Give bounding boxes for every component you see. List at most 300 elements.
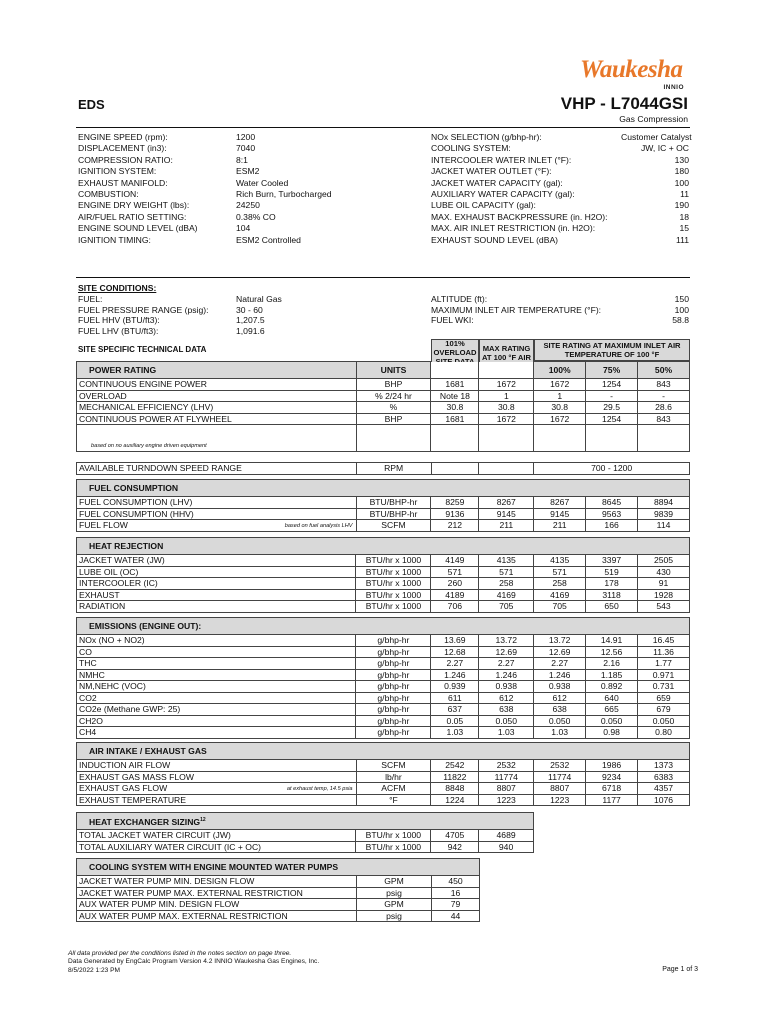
spec-label: MAX. AIR INLET RESTRICTION (in. H2O): bbox=[431, 223, 596, 234]
heat-table bbox=[76, 537, 690, 613]
spec-value: 7040 bbox=[236, 143, 256, 154]
row-label-text: EXHAUST GAS FLOW bbox=[79, 783, 168, 794]
row-value: Note 18 bbox=[431, 390, 479, 402]
turndown-table bbox=[76, 462, 690, 475]
spec-label: ENGINE SOUND LEVEL (dBA) bbox=[78, 223, 198, 234]
spec-label: JACKET WATER OUTLET (°F): bbox=[431, 166, 552, 177]
spec-value: 30 - 60 bbox=[236, 304, 263, 315]
spec-value: 100 bbox=[674, 304, 689, 315]
row-value: 4689 bbox=[479, 830, 534, 842]
row-value: 13.72 bbox=[479, 635, 534, 647]
row-label: TOTAL JACKET WATER CIRCUIT (JW) bbox=[77, 830, 356, 842]
row-label-text: EXHAUST TEMPERATURE bbox=[79, 794, 186, 805]
row-value: 2532 bbox=[479, 760, 534, 772]
row-value: 637 bbox=[431, 704, 479, 716]
row-value: 1986 bbox=[586, 760, 638, 772]
spec-row bbox=[78, 155, 418, 166]
power-rating-label: POWER RATING bbox=[77, 362, 357, 379]
spec-label: FUEL LHV (BTU/ft3): bbox=[78, 325, 159, 336]
heat-title: HEAT REJECTION bbox=[77, 538, 690, 555]
row-value: 430 bbox=[638, 566, 690, 578]
row-note: based on fuel analysis LHV bbox=[284, 523, 353, 529]
row-units: g/bhp-hr bbox=[356, 704, 431, 716]
row-label: AUX WATER PUMP MAX. EXTERNAL RESTRICTION bbox=[77, 910, 357, 922]
site-right bbox=[431, 294, 689, 326]
row-value: 1254 bbox=[586, 379, 638, 391]
row-value: 212 bbox=[431, 520, 479, 532]
spec-value: 15 bbox=[679, 223, 689, 234]
row-label: CO bbox=[77, 646, 356, 658]
row-value: 0.98 bbox=[586, 727, 638, 739]
spec-value: 104 bbox=[236, 223, 251, 234]
table-row bbox=[77, 646, 690, 658]
row-value: 705 bbox=[534, 601, 586, 613]
spec-label: IGNITION SYSTEM: bbox=[78, 166, 157, 177]
waukesha-logo bbox=[580, 54, 690, 94]
row-value: 260 bbox=[431, 578, 479, 590]
air-table bbox=[76, 742, 690, 806]
row-value: 0.050 bbox=[479, 715, 534, 727]
row-value: 12.68 bbox=[431, 646, 479, 658]
row-value: 12.56 bbox=[586, 646, 638, 658]
row-value: - bbox=[638, 390, 690, 402]
row-label: JACKET WATER (JW) bbox=[77, 555, 356, 567]
row-value: 11.36 bbox=[638, 646, 690, 658]
row-value: 450 bbox=[432, 876, 480, 888]
emissions-title: EMISSIONS (ENGINE OUT): bbox=[77, 618, 690, 635]
footer-line2: Data Generated by EngCalc Program Version 4.2 INNIO Waukesha Gas Engines, Inc. bbox=[68, 958, 320, 966]
spec-value: 8:1 bbox=[236, 154, 248, 165]
row-value: 706 bbox=[431, 601, 479, 613]
row-value: 1.246 bbox=[534, 669, 586, 681]
table-row bbox=[77, 794, 690, 806]
row-value: 2505 bbox=[638, 555, 690, 567]
spec-label: FUEL WKI: bbox=[431, 315, 474, 325]
row-label bbox=[77, 520, 357, 532]
row-value: 211 bbox=[479, 520, 534, 532]
spec-label: MAX. EXHAUST BACKPRESSURE (in. H2O): bbox=[431, 211, 608, 222]
page-number: Page 1 of 3 bbox=[662, 966, 698, 973]
row-label: CONTINUOUS ENGINE POWER bbox=[77, 379, 357, 391]
row-value: 0.938 bbox=[479, 681, 534, 693]
row-value: 1.246 bbox=[479, 669, 534, 681]
row-label: CH4 bbox=[77, 727, 356, 739]
table-row bbox=[77, 402, 690, 414]
site-left bbox=[78, 294, 418, 336]
spec-label: DISPLACEMENT (in3): bbox=[78, 143, 167, 154]
row-units: BTU/hr x 1000 bbox=[356, 566, 431, 578]
row-value: 1254 bbox=[586, 413, 638, 425]
spec-label: FUEL: bbox=[78, 294, 103, 304]
table-row bbox=[77, 379, 690, 391]
spec-value: 18 bbox=[679, 211, 689, 222]
spec-row bbox=[78, 132, 418, 143]
row-units: g/bhp-hr bbox=[356, 669, 431, 681]
table-row bbox=[77, 601, 690, 613]
row-value: 543 bbox=[638, 601, 690, 613]
hdr-site: SITE RATING AT MAXIMUM INLET AIR TEMPERATURE OF 100 °F bbox=[534, 339, 690, 361]
table-row bbox=[77, 681, 690, 693]
spec-value: 1,207.5 bbox=[236, 315, 265, 325]
row-value: 1.03 bbox=[534, 727, 586, 739]
row-units: GPM bbox=[357, 899, 432, 911]
row-value: 2.27 bbox=[479, 658, 534, 670]
row-value: 612 bbox=[534, 692, 586, 704]
hx-title-sup: 12 bbox=[200, 817, 206, 824]
row-value: 258 bbox=[479, 578, 534, 590]
row-value: 1.246 bbox=[431, 669, 479, 681]
row-label: NOx (NO + NO2) bbox=[77, 635, 356, 647]
table-row bbox=[77, 876, 480, 888]
spec-row bbox=[431, 132, 692, 143]
row-value: 612 bbox=[479, 692, 534, 704]
row-units: lb/hr bbox=[356, 771, 431, 783]
row-label: OVERLOAD bbox=[77, 390, 357, 402]
table-row bbox=[77, 555, 690, 567]
spec-row bbox=[78, 200, 418, 211]
turndown-label: AVAILABLE TURNDOWN SPEED RANGE bbox=[77, 463, 357, 475]
table-row bbox=[77, 692, 690, 704]
turndown-units: RPM bbox=[356, 463, 431, 475]
row-value: 6718 bbox=[586, 783, 638, 795]
row-value: 1 bbox=[479, 390, 534, 402]
row-label-text: EXHAUST GAS MASS FLOW bbox=[79, 771, 194, 782]
row-value: 705 bbox=[479, 601, 534, 613]
spec-value: 24250 bbox=[236, 200, 260, 211]
row-value: 4189 bbox=[431, 589, 479, 601]
row-units: % bbox=[356, 402, 431, 414]
row-value: 1672 bbox=[479, 413, 534, 425]
spec-label: COMBUSTION: bbox=[78, 189, 139, 200]
row-value: 14.91 bbox=[586, 635, 638, 647]
row-value: 8807 bbox=[479, 783, 534, 795]
row-label: EXHAUST bbox=[77, 589, 356, 601]
row-units: BTU/BHP-hr bbox=[356, 497, 431, 509]
spec-row bbox=[431, 305, 689, 316]
emissions-table bbox=[76, 617, 690, 739]
spec-value: 190 bbox=[674, 200, 689, 211]
row-label-text: FUEL CONSUMPTION (HHV) bbox=[79, 508, 194, 519]
row-label bbox=[77, 497, 357, 509]
table-row bbox=[77, 783, 690, 795]
row-units: g/bhp-hr bbox=[356, 692, 431, 704]
spec-row bbox=[78, 143, 418, 154]
row-units: SCFM bbox=[356, 520, 431, 532]
hdr-overload-label: 101% OVERLOAD bbox=[433, 339, 477, 357]
row-label-text: FUEL CONSUMPTION (LHV) bbox=[79, 497, 193, 508]
row-value: 8259 bbox=[431, 497, 479, 509]
row-value: 9145 bbox=[479, 508, 534, 520]
spec-row bbox=[431, 200, 689, 211]
spec-label: ENGINE SPEED (rpm): bbox=[78, 132, 168, 142]
row-value: 114 bbox=[638, 520, 690, 532]
air-title: AIR INTAKE / EXHAUST GAS bbox=[77, 743, 690, 760]
table-row bbox=[77, 841, 534, 853]
row-value: 571 bbox=[534, 566, 586, 578]
spec-row bbox=[431, 166, 689, 177]
table-row bbox=[77, 589, 690, 601]
row-value: 1076 bbox=[638, 794, 690, 806]
row-label: CONTINUOUS POWER AT FLYWHEEL bbox=[77, 413, 357, 425]
row-value: 4135 bbox=[534, 555, 586, 567]
row-label-text: INDUCTION AIR FLOW bbox=[79, 760, 171, 771]
row-value: 640 bbox=[586, 692, 638, 704]
rule-mid bbox=[76, 277, 690, 278]
row-value: 1 bbox=[534, 390, 586, 402]
row-label bbox=[77, 794, 357, 806]
spec-value: 11 bbox=[680, 189, 689, 200]
row-value: 571 bbox=[431, 566, 479, 578]
row-value: 4169 bbox=[479, 589, 534, 601]
table-row bbox=[77, 566, 690, 578]
row-value: 8267 bbox=[534, 497, 586, 509]
spec-label: ALTITUDE (ft): bbox=[431, 294, 488, 304]
row-units: BHP bbox=[356, 379, 431, 391]
row-value: 79 bbox=[432, 899, 480, 911]
row-value: 12.69 bbox=[534, 646, 586, 658]
turndown-row bbox=[77, 463, 690, 475]
row-units: g/bhp-hr bbox=[356, 658, 431, 670]
row-value: 9136 bbox=[431, 508, 479, 520]
row-label: TOTAL AUXILIARY WATER CIRCUIT (IC + OC) bbox=[77, 841, 356, 853]
logo-sub: INNIO bbox=[663, 84, 684, 91]
spec-row bbox=[78, 235, 418, 246]
row-value: 650 bbox=[586, 601, 638, 613]
row-label: NM,NEHC (VOC) bbox=[77, 681, 356, 693]
table-row bbox=[77, 899, 480, 911]
fuel-title: FUEL CONSUMPTION bbox=[77, 480, 690, 497]
row-units: % 2/24 hr bbox=[356, 390, 431, 402]
row-note: at exhaust temp, 14.5 psia bbox=[286, 786, 353, 792]
cooling-title: COOLING SYSTEM WITH ENGINE MOUNTED WATER PUMPS bbox=[77, 859, 480, 876]
row-units: psig bbox=[357, 910, 432, 922]
row-units: BTU/hr x 1000 bbox=[356, 578, 431, 590]
row-label: CH2O bbox=[77, 715, 356, 727]
table-row bbox=[77, 520, 690, 532]
row-label-text: FUEL FLOW bbox=[79, 520, 128, 531]
row-value: 1224 bbox=[431, 794, 479, 806]
row-value: 13.69 bbox=[431, 635, 479, 647]
row-value: 843 bbox=[638, 413, 690, 425]
row-value: 9563 bbox=[586, 508, 638, 520]
row-units: BHP bbox=[356, 413, 431, 425]
row-value: 12.69 bbox=[479, 646, 534, 658]
row-value: 8848 bbox=[431, 783, 479, 795]
row-value: 0.050 bbox=[534, 715, 586, 727]
table-row bbox=[77, 508, 690, 520]
row-value: 1.03 bbox=[431, 727, 479, 739]
spec-row bbox=[431, 223, 689, 234]
row-value: 1223 bbox=[479, 794, 534, 806]
spec-label: EXHAUST MANIFOLD: bbox=[78, 177, 168, 188]
spec-value: 0.38% CO bbox=[236, 211, 276, 222]
row-value: 843 bbox=[638, 379, 690, 391]
row-value: 0.939 bbox=[431, 681, 479, 693]
table-row bbox=[77, 727, 690, 739]
row-value: 9145 bbox=[534, 508, 586, 520]
spec-label: AUXILIARY WATER CAPACITY (gal): bbox=[431, 189, 575, 200]
row-units: BTU/hr x 1000 bbox=[356, 830, 431, 842]
row-value: 4705 bbox=[431, 830, 479, 842]
row-value: 30.8 bbox=[431, 402, 479, 414]
spec-value: Natural Gas bbox=[236, 294, 282, 304]
spec-value: 58.8 bbox=[672, 315, 689, 325]
row-units: SCFM bbox=[356, 760, 431, 772]
row-value: 638 bbox=[534, 704, 586, 716]
spec-label: COMPRESSION RATIO: bbox=[78, 154, 173, 165]
row-units: GPM bbox=[357, 876, 432, 888]
footer-line3: 8/5/2022 1:23 PM bbox=[68, 966, 121, 974]
spec-label: IGNITION TIMING: bbox=[78, 234, 151, 245]
spec-label: NOx SELECTION (g/bhp-hr): bbox=[431, 132, 542, 142]
spec-row bbox=[78, 326, 418, 337]
row-value: 166 bbox=[586, 520, 638, 532]
spec-row bbox=[431, 178, 689, 189]
row-value: 0.892 bbox=[586, 681, 638, 693]
turndown-value: 700 - 1200 bbox=[534, 463, 690, 475]
fuel-table bbox=[76, 479, 690, 532]
row-value: 1373 bbox=[638, 760, 690, 772]
row-label: AUX WATER PUMP MIN. DESIGN FLOW bbox=[77, 899, 357, 911]
row-value: 13.72 bbox=[534, 635, 586, 647]
table-row bbox=[77, 704, 690, 716]
site-conditions-title: SITE CONDITIONS: bbox=[78, 283, 157, 293]
spec-value: 180 bbox=[674, 166, 689, 177]
row-value: 8267 bbox=[479, 497, 534, 509]
row-value: 0.05 bbox=[431, 715, 479, 727]
row-label bbox=[77, 783, 357, 795]
spec-value: 1200 bbox=[236, 132, 256, 142]
spec-label: FUEL HHV (BTU/ft3): bbox=[78, 315, 160, 325]
col-50: 50% bbox=[638, 362, 690, 379]
row-value: 8894 bbox=[638, 497, 690, 509]
row-value: 571 bbox=[479, 566, 534, 578]
spec-value: ESM2 bbox=[236, 166, 260, 177]
table-row bbox=[77, 669, 690, 681]
spec-label: EXHAUST SOUND LEVEL (dBA) bbox=[431, 234, 559, 245]
row-units: BTU/hr x 1000 bbox=[356, 555, 431, 567]
row-value: 4135 bbox=[479, 555, 534, 567]
row-label: RADIATION bbox=[77, 601, 356, 613]
row-label: MECHANICAL EFFICIENCY (LHV) bbox=[77, 402, 357, 414]
spec-row bbox=[431, 189, 689, 200]
row-value: 1.77 bbox=[638, 658, 690, 670]
table-row bbox=[77, 715, 690, 727]
spec-row bbox=[431, 315, 689, 326]
row-units: BTU/hr x 1000 bbox=[356, 601, 431, 613]
row-label: JACKET WATER PUMP MIN. DESIGN FLOW bbox=[77, 876, 357, 888]
row-value: 2.16 bbox=[586, 658, 638, 670]
row-units: BTU/hr x 1000 bbox=[356, 589, 431, 601]
row-units: ACFM bbox=[356, 783, 431, 795]
row-value: 2532 bbox=[534, 760, 586, 772]
row-label: JACKET WATER PUMP MAX. EXTERNAL RESTRICTION bbox=[77, 887, 357, 899]
spec-label: JACKET WATER CAPACITY (gal): bbox=[431, 177, 563, 188]
row-value: 611 bbox=[431, 692, 479, 704]
row-value: 8807 bbox=[534, 783, 586, 795]
spec-value: Rich Burn, Turbocharged bbox=[236, 189, 332, 200]
row-value: 11774 bbox=[479, 771, 534, 783]
row-value: 1177 bbox=[586, 794, 638, 806]
row-value: 0.050 bbox=[586, 715, 638, 727]
spec-value: 100 bbox=[674, 177, 689, 188]
spec-row bbox=[78, 294, 418, 305]
logo-brand: Waukesha bbox=[580, 56, 683, 83]
row-value: 4357 bbox=[638, 783, 690, 795]
row-value: 519 bbox=[586, 566, 638, 578]
hx-title bbox=[77, 813, 534, 830]
row-value: 9839 bbox=[638, 508, 690, 520]
footer-line1: All data provided per the conditions listed in the notes section on page three. bbox=[68, 950, 292, 957]
power-note-row bbox=[77, 425, 690, 452]
hdr-max: MAX RATING AT 100 °F AIR bbox=[479, 339, 534, 375]
row-value: 0.731 bbox=[638, 681, 690, 693]
spec-row bbox=[431, 212, 689, 223]
row-value: 4149 bbox=[431, 555, 479, 567]
row-value: 1928 bbox=[638, 589, 690, 601]
row-value: 1.03 bbox=[479, 727, 534, 739]
row-label: INTERCOOLER (IC) bbox=[77, 578, 356, 590]
table-row bbox=[77, 390, 690, 402]
row-value: 4169 bbox=[534, 589, 586, 601]
row-value: 11822 bbox=[431, 771, 479, 783]
row-units: g/bhp-hr bbox=[356, 635, 431, 647]
spec-label: FUEL PRESSURE RANGE (psig): bbox=[78, 304, 209, 315]
hx-table bbox=[76, 812, 534, 853]
table-row bbox=[77, 497, 690, 509]
row-value: 16.45 bbox=[638, 635, 690, 647]
row-value: 1672 bbox=[479, 379, 534, 391]
units-header: UNITS bbox=[356, 362, 431, 379]
spec-label: ENGINE DRY WEIGHT (lbs): bbox=[78, 200, 190, 211]
table-row bbox=[77, 658, 690, 670]
spec-row bbox=[78, 189, 418, 200]
row-label: NMHC bbox=[77, 669, 356, 681]
row-value: 258 bbox=[534, 578, 586, 590]
spec-row bbox=[78, 166, 418, 177]
spec-label: COOLING SYSTEM: bbox=[431, 143, 511, 154]
row-value: 659 bbox=[638, 692, 690, 704]
spec-row bbox=[431, 155, 689, 166]
row-units: g/bhp-hr bbox=[356, 727, 431, 739]
row-value: 11774 bbox=[534, 771, 586, 783]
row-value: 8645 bbox=[586, 497, 638, 509]
row-value: 9234 bbox=[586, 771, 638, 783]
cooling-table bbox=[76, 858, 480, 922]
row-value: 1672 bbox=[534, 413, 586, 425]
spec-label: INTERCOOLER WATER INLET (°F): bbox=[431, 154, 572, 165]
spec-value: JW, IC + OC bbox=[641, 143, 689, 154]
row-units: g/bhp-hr bbox=[356, 715, 431, 727]
row-value: 638 bbox=[479, 704, 534, 716]
row-value: 1672 bbox=[534, 379, 586, 391]
row-value: 28.6 bbox=[638, 402, 690, 414]
row-label bbox=[77, 760, 357, 772]
spec-row bbox=[78, 223, 418, 234]
row-units: BTU/hr x 1000 bbox=[356, 841, 431, 853]
row-label: CO2e (Methane GWP: 25) bbox=[77, 704, 356, 716]
spec-row bbox=[431, 294, 689, 305]
col-100: 100% bbox=[534, 362, 586, 379]
row-value: 1223 bbox=[534, 794, 586, 806]
row-value: 942 bbox=[431, 841, 479, 853]
spec-label: AIR/FUEL RATIO SETTING: bbox=[78, 211, 187, 222]
row-units: g/bhp-hr bbox=[356, 646, 431, 658]
specs-left bbox=[78, 132, 418, 246]
row-value: 211 bbox=[534, 520, 586, 532]
row-value: 2.27 bbox=[431, 658, 479, 670]
row-value: 0.971 bbox=[638, 669, 690, 681]
